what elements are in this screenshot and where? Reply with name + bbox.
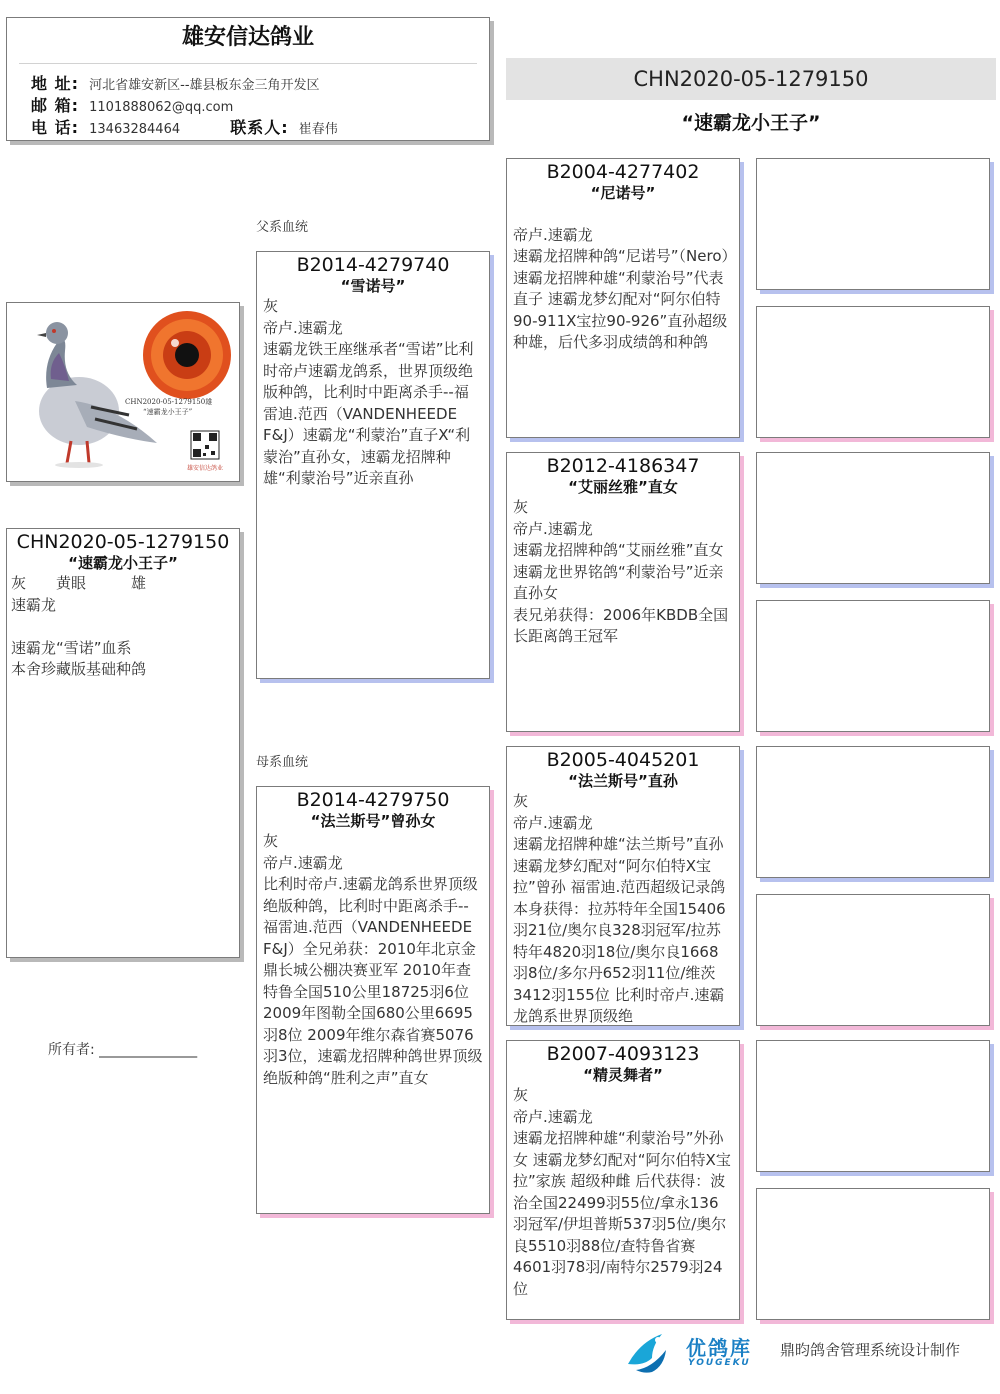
email-row bbox=[31, 96, 233, 118]
subject-card-line: 速霸龙“雪诺”血系 bbox=[11, 638, 132, 657]
sire-dam-card bbox=[506, 452, 740, 732]
sire-side-label: 父系血统 bbox=[256, 220, 309, 235]
sire-dam-name: “艾丽丝雅”直女 bbox=[568, 478, 678, 496]
address-label: 地 址: bbox=[31, 74, 79, 93]
sire-sire-body bbox=[507, 203, 739, 354]
subject-card-name: “速霸龙小王子” bbox=[68, 554, 178, 572]
loft-info-box bbox=[6, 17, 490, 141]
subject-card bbox=[6, 528, 240, 958]
pigeon-photo bbox=[6, 302, 240, 482]
great-grandparent-card bbox=[756, 1188, 990, 1320]
sire-dam-line: 速霸龙招牌种鸽“艾丽丝雅”直女 bbox=[513, 541, 724, 559]
email-label: 邮 箱: bbox=[31, 96, 79, 115]
sire-sire-name: “尼诺号” bbox=[590, 184, 656, 202]
sire-dam-ring: B2012-4186347 bbox=[546, 455, 700, 477]
dam-dam-line: 速霸龙招牌种雄“利蒙治号”外孙女 速霸龙梦幻配对“阿尔伯特X宝拉”家族 超级种雌 后代获得：波治全国22499羽55位/拿永136羽冠军/伊坦普斯537羽5位/奥尔良5510羽88位/查特鲁省赛4601羽78羽/南特尔2579羽24位 bbox=[513, 1129, 731, 1298]
dam-sire-body bbox=[507, 791, 739, 1026]
subject-ring: CHN2020-05-1279150 bbox=[633, 67, 869, 91]
great-grandparent-card bbox=[756, 158, 990, 290]
sire-sire-card bbox=[506, 158, 740, 438]
footer-credit: 鼎昀鸽舍管理系统设计制作 bbox=[780, 1341, 961, 1359]
dam-body bbox=[257, 831, 489, 1089]
sire-sire-line: 帝卢.速霸龙 bbox=[513, 225, 593, 244]
sire-ring: B2014-4279740 bbox=[296, 254, 450, 276]
great-grandparent-card bbox=[756, 894, 990, 1026]
dam-dam-name: “精灵舞者” bbox=[583, 1066, 663, 1084]
sire-name: “雪诺号” bbox=[340, 277, 406, 295]
dam-line: 比利时帝卢.速霸龙鸽系世界顶级绝版种鸽，比利时中距离杀手--福雷迪.范西（VANDENHEEDE F&J）全兄弟获：2010年北京金鼎长城公棚决赛亚军 2010年查特鲁全国510公里18725羽6位 2009年图勒全国680公里6695羽8位 2009年维尔森省赛5076羽3位，速霸龙招牌种鸽世界顶级绝版种鸽“胜利之声”直女 bbox=[263, 875, 483, 1087]
dam-sire-card bbox=[506, 746, 740, 1026]
dam-card bbox=[256, 786, 490, 1214]
address-row bbox=[31, 74, 320, 96]
dam-dam-line: 帝卢.速霸龙 bbox=[513, 1107, 593, 1126]
dam-dam-body bbox=[507, 1085, 739, 1300]
phone-label: 电 话: bbox=[31, 118, 79, 137]
brand-en: YOUGEKU bbox=[688, 1358, 751, 1368]
subject-name: “速霸龙小王子” bbox=[681, 112, 821, 134]
contact-value: 崔春伟 bbox=[298, 122, 338, 137]
subject-card-ring: CHN2020-05-1279150 bbox=[16, 531, 230, 553]
loft-name: 雄安信达鸽业 bbox=[181, 25, 314, 50]
dam-dam-card bbox=[506, 1040, 740, 1320]
sire-sire-line: 速霸龙招牌种鸽“尼诺号”（Nero）速霸龙招牌种雄“利蒙治号”代表直子 速霸龙梦幻配对“阿尔伯特90-911X宝拉90-926”直孙超级种雄，后代多羽成绩鸽和种鸽 bbox=[513, 247, 730, 351]
phone-row bbox=[31, 118, 338, 140]
brand-cn: 优鸽库 bbox=[686, 1336, 752, 1360]
dam-sire-line: 速霸龙招牌种雄“法兰斯号”直孙 速霸龙梦幻配对“阿尔伯特X宝拉”曾孙 福雷迪.范西超级记录鸽本身获得：拉苏特年全国15406羽21位/奥尔良328羽冠军/拉苏特年4820羽18位/奥尔良1668羽8位/多尔丹652羽11位/维茨3412羽155位 比利时帝卢.速霸龙鸽系世界顶级绝 bbox=[513, 835, 729, 1025]
dam-sire-line: 灰 bbox=[513, 792, 529, 810]
great-grandparent-card bbox=[756, 600, 990, 732]
sire-line: 帝卢.速霸龙 bbox=[263, 318, 343, 337]
subject-card-line: 本舍珍藏版基础种鸽 bbox=[11, 660, 147, 678]
dam-line: 帝卢.速霸龙 bbox=[263, 853, 343, 872]
sire-dam-line: 帝卢.速霸龙 bbox=[513, 519, 593, 538]
sire-line: 灰 bbox=[263, 297, 279, 315]
dam-side-label: 母系血统 bbox=[256, 755, 309, 770]
sire-body bbox=[257, 296, 489, 490]
subject-ring-band bbox=[506, 58, 996, 100]
dam-dam-line: 灰 bbox=[513, 1086, 529, 1104]
great-grandparent-card bbox=[756, 452, 990, 584]
dam-name: “法兰斯号”曾孙女 bbox=[310, 812, 436, 830]
qr-caption: 雄安信达鸽业 bbox=[187, 465, 224, 472]
contact-label: 联系人: bbox=[230, 118, 289, 137]
email-value: 1101888062@qq.com bbox=[89, 100, 234, 115]
great-grandparent-card bbox=[756, 746, 990, 878]
subject-card-line: 灰 黄眼 雄 bbox=[11, 574, 147, 592]
dam-sire-line: 帝卢.速霸龙 bbox=[513, 813, 593, 832]
sire-card bbox=[256, 251, 490, 679]
sire-dam-line: 灰 bbox=[513, 498, 529, 516]
sire-dam-line: 表兄弟获得：2006年KBDB全国长距离鸽王冠军 bbox=[513, 605, 729, 645]
yougeku-logo bbox=[622, 1326, 762, 1376]
photo-caption-name: “速霸龙小王子” bbox=[143, 408, 193, 416]
great-grandparent-card bbox=[756, 306, 990, 438]
sire-dam-body bbox=[507, 497, 739, 648]
phone-value: 13463284464 bbox=[89, 122, 181, 137]
great-grandparent-card bbox=[756, 1040, 990, 1172]
subject-card-line bbox=[11, 616, 235, 638]
sire-sire-line bbox=[513, 203, 733, 225]
subject-card-line: 速霸龙 bbox=[11, 595, 57, 614]
sire-dam-line: 速霸龙世界铭鸽“利蒙治号”近亲直孙女 bbox=[513, 562, 724, 602]
owner-line: 所有者: ______________ bbox=[48, 1042, 198, 1058]
dam-dam-ring: B2007-4093123 bbox=[546, 1043, 700, 1065]
divider bbox=[19, 63, 477, 64]
subject-card-body bbox=[7, 573, 239, 681]
dam-sire-ring: B2005-4045201 bbox=[546, 749, 700, 771]
address-value: 河北省雄安新区--雄县板东金三角开发区 bbox=[89, 78, 320, 93]
pigeon-photo-image bbox=[7, 303, 239, 481]
dam-line: 灰 bbox=[263, 832, 279, 850]
dam-sire-name: “法兰斯号”直孙 bbox=[568, 772, 678, 790]
sire-sire-ring: B2004-4277402 bbox=[546, 161, 700, 183]
sire-line: 速霸龙铁王座继承者“雪诺”比利时帝卢速霸龙鸽系，世界顶级绝版种鸽，比利时中距离杀手--福雷迪.范西（VANDENHEEDE F&J）速霸龙“利蒙治”直子X“利蒙治”直孙女，速霸龙招牌种雄“利蒙治号”近亲直孙 bbox=[263, 340, 474, 487]
dam-ring: B2014-4279750 bbox=[296, 789, 450, 811]
photo-caption-ring: CHN2020-05-1279150雄 bbox=[125, 398, 213, 406]
